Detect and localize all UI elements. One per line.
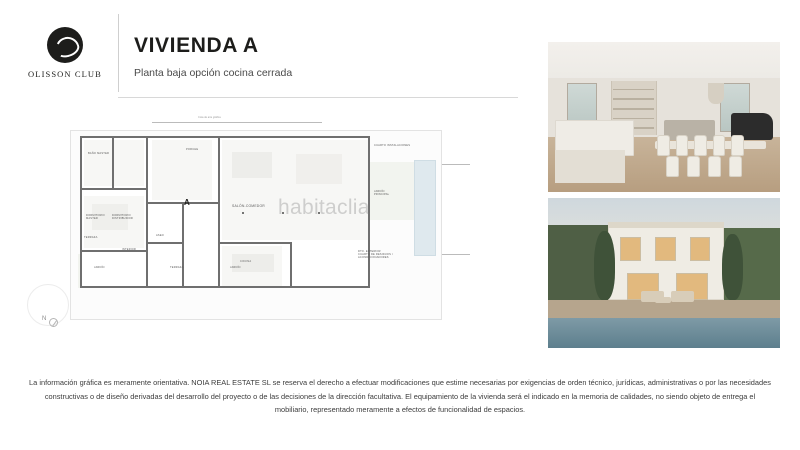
north-arrow-icon — [49, 318, 58, 327]
floorplan-canvas: Cota de aire gráfica BAÑO MASTER PORCHE SALÓN-COMEDOR COCINA ASEO INTERIOR DORMITORIO DISTRIBUIDOR DORMITORIO MASTER TERRAZA JARDÍN TERRAZA JARDÍN JARDÍN PRINCIPAL CUARTO INSTALACIONES DTO. EXTERIOR CUARTO DE RESIDUOS / ACONDICIONADORES A N — [22, 104, 512, 346]
page-subtitle: Planta baja opción cocina cerrada — [134, 67, 293, 79]
photo-interior-living-kitchen — [548, 42, 780, 192]
legal-disclaimer — [22, 376, 778, 417]
dimension-label-top: Cota de aire gráfica — [198, 116, 221, 119]
disclaimer-line-3: mobiliario, representado meramente a efectos de funcionalidad de espacios. — [274, 405, 526, 415]
footer-bar — [0, 443, 800, 450]
header-divider — [118, 14, 119, 92]
dimension-line-top — [152, 122, 322, 123]
title-block — [134, 34, 292, 79]
photo-exterior-pool-garden — [548, 198, 780, 348]
pool-shape — [414, 160, 436, 256]
brand-name: OLISSON CLUB — [28, 69, 102, 79]
house-outline: BAÑO MASTER PORCHE SALÓN-COMEDOR COCINA ASEO INTERIOR DORMITORIO DISTRIBUIDOR DORMITORIO MASTER — [80, 136, 370, 288]
disclaimer-line-2: constructivas o de diseño derivadas del desarrollo del proyecto o de las decisiones de la dirección facultativa. El equipamiento de la vivienda será el indicado en la memoria de calidades, no siendo objeto de entrega el — [44, 391, 756, 401]
brand-logo — [20, 22, 110, 84]
disclaimer-line-1: La información gráfica es meramente orientativa. NOIA REAL ESTATE SL se reserva el derecho a efectuar modificaciones que estime necesarias por exigencias de orden técnico, jurídicas, administrativas o por las necesidades — [29, 378, 771, 387]
plan-marker-a: A — [184, 198, 190, 207]
decorative-circle — [27, 284, 69, 326]
north-label: N — [42, 316, 47, 322]
page-title: VIVIENDA A — [134, 34, 259, 57]
floorplan — [22, 104, 512, 346]
olive-leaf-circle-icon — [47, 27, 83, 63]
header-underline — [118, 97, 518, 98]
watermark: habitaclia — [278, 196, 370, 219]
